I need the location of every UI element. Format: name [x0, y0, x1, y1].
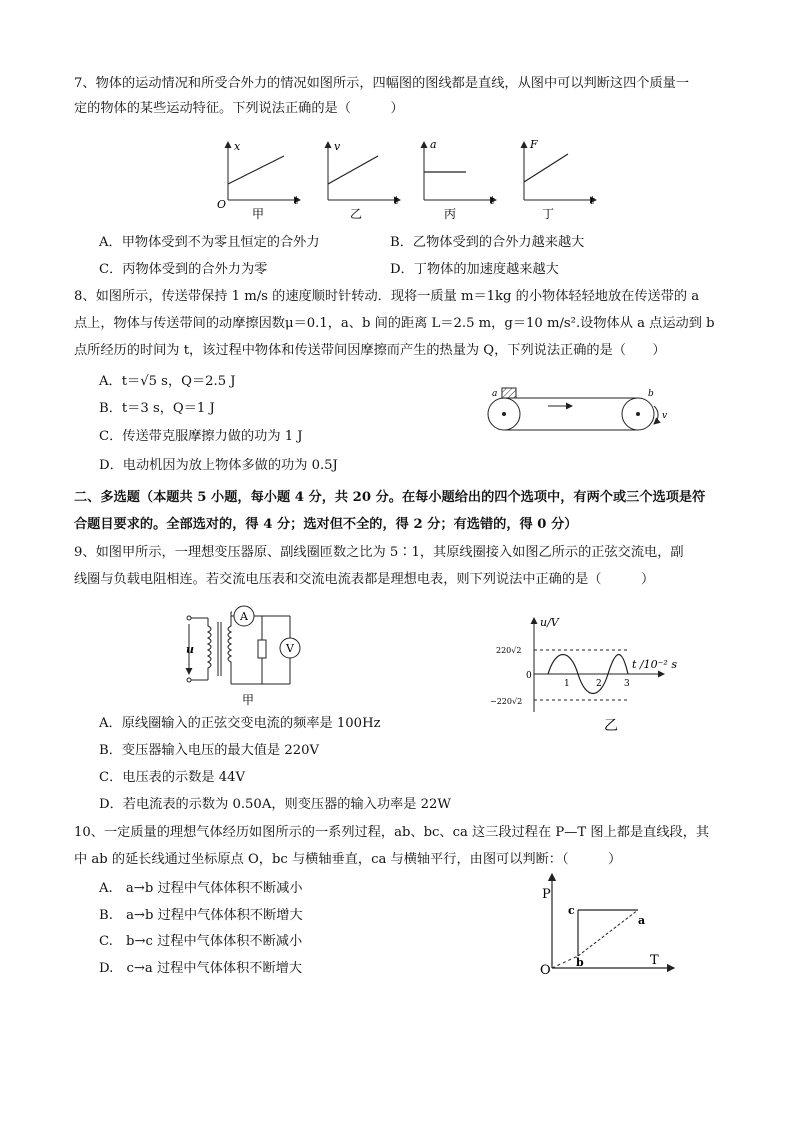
section2-line1: 二、多选题（本题共 5 小题，每小题 4 分，共 20 分。在每小题给出的四个选项中，有两个或三个选项是符 [74, 490, 706, 505]
graph-jia-ylabel: x [234, 140, 241, 153]
point-a-label: a [638, 914, 646, 927]
q8-stem-line2: 点上，物体与传送带间的动摩擦因数μ＝0.1，a、b 间的距离 L＝2.5 m，g＝10 m/s².设物体从 a 点运动到 b [74, 316, 715, 331]
q8-option-a: A．t＝√5 s，Q＝2.5 J [99, 374, 236, 389]
q7-option-a: A．甲物体受到不为零且恒定的合外力 [99, 235, 320, 250]
label-a: a [492, 389, 498, 399]
label-v: v [662, 411, 668, 421]
wave-tick-1: 1 [564, 679, 570, 689]
line-ab [578, 910, 638, 956]
graph-ding-line [524, 154, 568, 182]
origin-label: O [540, 963, 551, 978]
wave-zero: 0 [526, 671, 532, 681]
wave-tick-2: 2 [596, 679, 602, 689]
q9-option-c: C．电压表的示数是 44V [99, 770, 246, 785]
point-c-label: c [568, 904, 575, 917]
q8-stem-line3: 点所经历的时间为 t，该过程中物体和传送带间因摩擦而产生的热量为 Q，下列说法正确的是（ ） [74, 343, 666, 358]
wave-caption: 乙 [604, 718, 618, 734]
q9-transformer-circuit [180, 604, 320, 708]
q8-option-b: B．t＝3 s，Q＝1 J [99, 401, 215, 416]
graph-yi-line [328, 156, 378, 184]
q7-motion-graphs [214, 134, 604, 226]
q9-option-b: B．变压器输入电压的最大值是 220V [99, 743, 320, 758]
graph-jia-origin: O [217, 198, 227, 211]
graph-bing [424, 138, 496, 221]
wave-ymin: −220√2 [490, 697, 523, 706]
input-label: u [186, 643, 194, 656]
wave-ylabel: u/V [540, 616, 559, 629]
graph-bing-ylabel: a [430, 138, 437, 151]
q7-option-c: C．丙物体受到的合外力为零 [99, 262, 268, 277]
q8-conveyor-belt-figure [482, 384, 682, 440]
circuit-caption: 甲 [242, 693, 255, 707]
q10-stem-line2: 中 ab 的延长线通过坐标原点 O，bc 与横轴垂直，ca 与横轴平行，由图可以判断：（ ） [74, 852, 622, 867]
graph-yi-caption: 乙 [350, 207, 363, 221]
graph-jia-line [228, 156, 284, 184]
q9-sine-wave-graph [482, 612, 682, 734]
q7-option-d: D．丁物体的加速度越来越大 [390, 262, 559, 277]
load-resistor [258, 640, 266, 658]
point-b-label: b [576, 956, 584, 969]
line-ab-extension [552, 956, 578, 968]
axis-t-label: T [650, 953, 659, 968]
wave-tick-3: 3 [624, 679, 630, 689]
wave-xlabel: t /10⁻² s [632, 658, 677, 671]
voltmeter-label: V [286, 642, 294, 655]
q10-option-d: D. c→a 过程中气体体积不断增大 [99, 961, 303, 976]
q10-option-c: C. b→c 过程中气体体积不断减小 [99, 934, 303, 949]
graph-bing-xlabel: t [490, 194, 495, 207]
section2-line2: 合题目要求的。全部选对的，得 4 分；选对但不全的，得 2 分；有选错的，得 0 分） [74, 517, 578, 532]
q10-stem-line1: 10、一定质量的理想气体经历如图所示的一系列过程，ab、bc、ca 这三段过程在 P—T 图上都是直线段，其 [74, 825, 710, 840]
wave-ymax: 220√2 [496, 646, 522, 655]
q9-option-a: A．原线圈输入的正弦交变电流的频率是 100Hz [99, 716, 381, 731]
q9-stem-line1: 9、如图甲所示，一理想变压器原、副线圈匝数之比为 5∶1，其原线圈接入如图乙所示的正弦交流电，副 [74, 545, 684, 560]
q9-option-d: D．若电流表的示数为 0.50A，则变压器的输入功率是 22W [99, 797, 451, 812]
q7-stem-line1: 7、物体的运动情况和所受合外力的情况如图所示，四幅图的图线都是直线，从图中可以判断这四个质量一 [74, 76, 690, 91]
graph-yi-xlabel: t [394, 194, 399, 207]
graph-ding-xlabel: t [590, 194, 595, 207]
q9-stem-line2: 线圈与负载电阻相连。若交流电压表和交流电流表都是理想电表，则下列说法中正确的是（ ） [74, 572, 655, 587]
q7-stem-line2: 定的物体的某些运动特征。下列说法正确的是（ ） [74, 101, 404, 116]
graph-ding-caption: 丁 [542, 207, 555, 221]
q8-stem-line1: 8、如图所示，传送带保持 1 m/s 的速度顺时针转动．现将一质量 m＝1kg 的小物体轻轻地放在传送带的 a [74, 289, 700, 304]
q8-option-d: D．电动机因为放上物体多做的功为 0.5J [99, 458, 338, 473]
graph-yi [328, 140, 400, 221]
q10-pt-graph [534, 868, 684, 980]
q10-option-a: A. a→b 过程中气体体积不断减小 [99, 881, 303, 896]
block [502, 388, 516, 398]
graph-yi-ylabel: v [334, 140, 341, 153]
graph-ding-ylabel: F [530, 138, 538, 151]
ammeter-label: A [240, 610, 248, 623]
q8-option-c: C．传送带克服摩擦力做的功为 1 J [99, 429, 303, 444]
q7-option-b: B．乙物体受到的合外力越来越大 [390, 235, 585, 250]
graph-bing-caption: 丙 [444, 207, 457, 221]
graph-jia-xlabel: t [294, 194, 299, 207]
graph-jia-caption: 甲 [252, 207, 265, 221]
graph-ding [524, 138, 596, 221]
graph-jia [217, 140, 300, 221]
label-b: b [648, 389, 654, 399]
axis-p-label: P [542, 887, 551, 902]
q10-option-b: B. a→b 过程中气体体积不断增大 [99, 908, 303, 923]
